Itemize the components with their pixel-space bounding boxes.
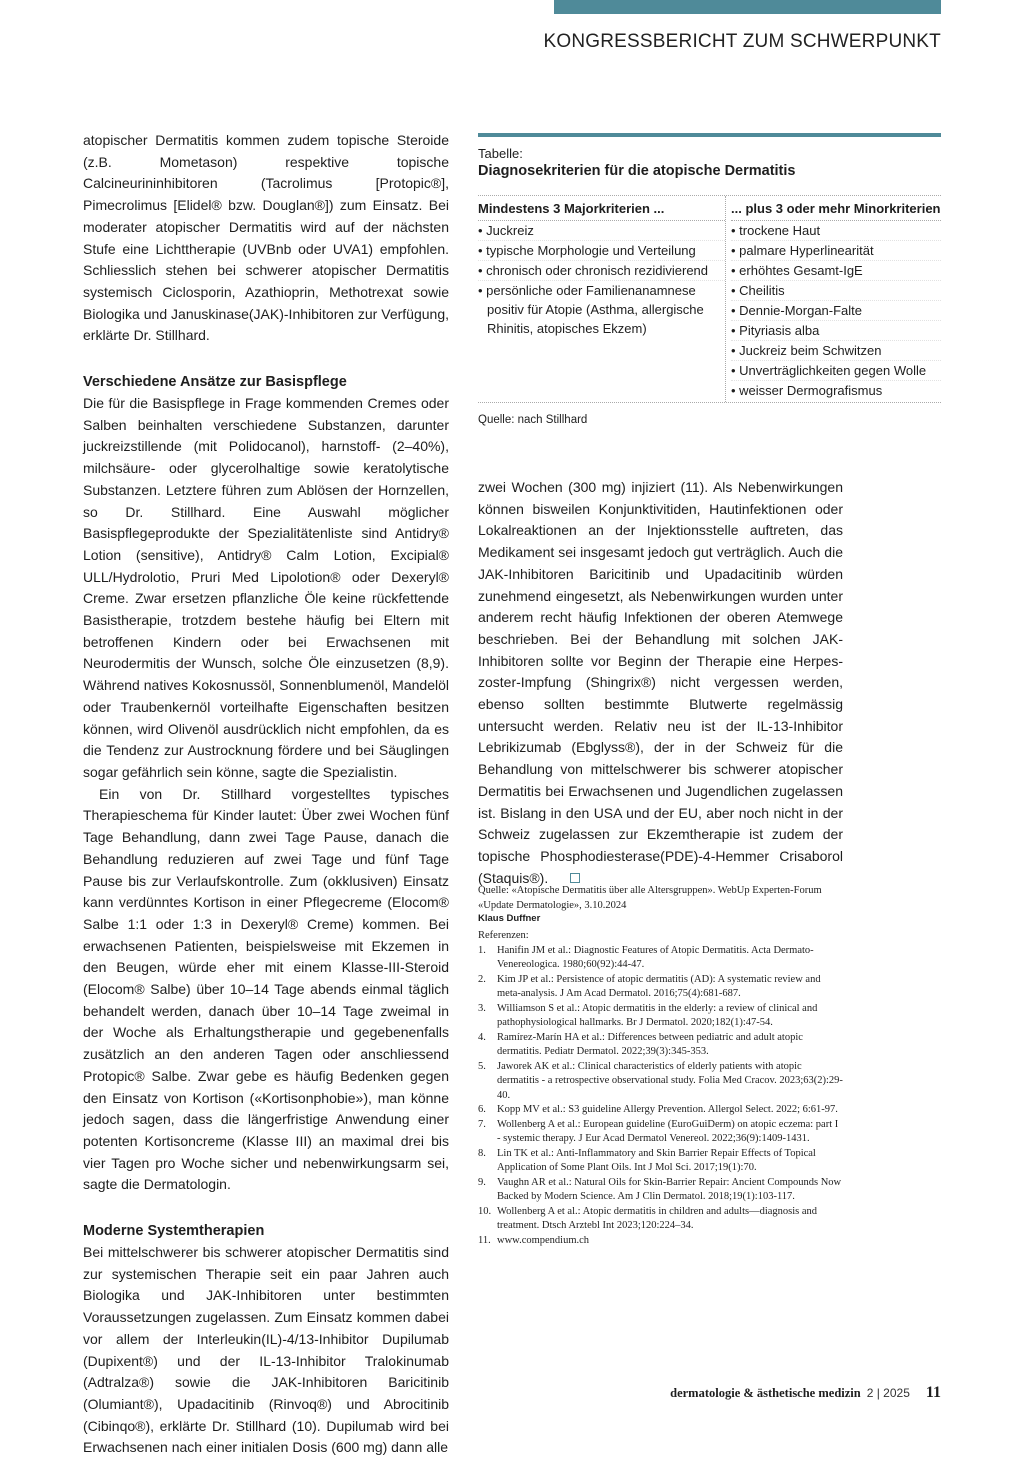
list-item: • Juckreiz: [478, 221, 725, 241]
criteria-grid: [478, 195, 941, 403]
reference-number: 10.: [478, 1205, 492, 1217]
intro-paragraph: atopischer Dermatitis kommen zudem topische Steroide (z.B. Mometason) respektive topische Calcineurininhibitoren (Tacrolimus [Protopic®], Pimecrolimus [Elidel® bzw. Douglan®]) zum Einsatz. Bei moderater atopischer Dermatitis wird auf der nächsten Stufe eine Lichttherapie (UVBnb oder UVA1) empfohlen. Schliesslich stehen bei schwerer atopischer Dermatitis systemisch Ciclosporin, Azathioprin, Methotrexat sowie Biologika und Januskinase(JAK)-Inhibitoren zur Verfügung, erklärte Dr. Stillhard.: [83, 132, 449, 344]
list-item: • trockene Haut: [731, 221, 941, 241]
continuation-text: zwei Wochen (300 mg) injiziert (11). Als Nebenwirkungen können bisweilen Konjunktivitiden, Hautinfektionen oder Lokalreaktionen an der Injektionsstelle auftreten, das Medikament sei insgesamt jedoch gut verträglich. Auch die JAK-Inhibitoren Baricitinib und Upadacitinib würden zunehmend eingesetzt, als Nebenwirkungen wurden unter anderem recht häufig Infektionen der oberen Atemwege beschrieben. Bei der Behandlung mit solchen JAK-Inhibitoren sollte vor Beginn der Therapie eine Herpes-zoster-Impfung (Shingrix®) nicht vergessen werden, ebenso sollten bestimmte Blutwerte regelmässig untersucht werden. Relativ neu ist der IL-13-Inhibitor Lebrikizumab (Ebglyss®), der in der Schweiz für die Behandlung von mittelschwerer bis schwerer atopischer Dermatitis bei Erwachsenen und Jugendlichen zugelassen ist. Bislang in den USA und der EU, aber noch nicht in der Schweiz zugelassen zur Ekzemtherapie ist zudem der topische Phosphodiesterase(PDE)-4-Hemmer Crisaborol (Staquis®).: [478, 479, 843, 886]
continuation-paragraph: [478, 477, 843, 889]
header-accent-bar: [554, 0, 941, 14]
reference-text: Wollenberg A et al.: European guideline (EuroGuiDerm) on atopic eczema: part I - systemic therapy. J Eur Acad Dermatol Venereol. 2022;36(9):1409-1431.: [497, 1118, 839, 1144]
reference-text: www.compendium.ch: [497, 1234, 590, 1246]
source-note: Quelle: «Atopische Dermatitis über alle Altersgruppen». WebUp Experten-Forum «Update Dermatologie», 3.10.2024: [478, 885, 822, 911]
references-section: [478, 884, 843, 1248]
diagnostic-criteria-table: [478, 133, 941, 426]
list-item: • chronisch oder chronisch rezidivierend: [478, 261, 725, 281]
reference-item: [478, 1205, 843, 1234]
issue-number: 2 | 2025: [866, 1386, 910, 1400]
table-source: Quelle: nach Stillhard: [478, 414, 588, 426]
list-item: • typische Morphologie und Verteilung: [478, 241, 725, 261]
left-article-column: [83, 130, 449, 1459]
minor-criteria-header: ... plus 3 oder mehr Minorkriterien: [731, 196, 941, 221]
reference-text: Lin TK et al.: Anti-Inflammatory and Skin Barrier Repair Effects of Topical Application of Some Plant Oils. Int J Mol Sci. 2017;19(1):70.: [497, 1147, 816, 1173]
reference-item: [478, 1118, 843, 1147]
reference-number: 5.: [478, 1060, 486, 1072]
system-paragraph-1: Bei mittelschwerer bis schwerer atopischer Dermatitis sind zur systemischen Therapie seit ein paar Jahren auch Biologika und JAK-Inhibitoren unter bestimmten Voraussetzungen zugelassen. Zum Einsatz kommen dabei vor allem der Interleukin(IL)-4/13-Inhibitor Dupilumab (Dupixent®) und der IL-13-Inhibitor Tralokinumab (Adtralza®) sowie die JAK-Inhibitoren Baricitinib (Olumiant®), Upadacitinib (Rinvoq®) und Abrocitinib (Cibinqo®), erklärte Dr. Stillhard (10). Dupilumab wird bei Erwachsenen nach einer initialen Dosis (600 mg) dann alle: [83, 1244, 449, 1456]
journal-name: dermatologie & ästhetische medizin: [670, 1386, 861, 1400]
references-header: Referenzen:: [478, 930, 529, 941]
reference-list: [478, 944, 843, 1249]
reference-text: Ramírez-Marín HA et al.: Differences between pediatric and adult atopic dermatitis. Pediatr Dermatol. 2022;39(3):345-353.: [497, 1031, 803, 1057]
reference-item: [478, 1147, 843, 1176]
list-item: • palmare Hyperlinearität: [731, 241, 941, 261]
reference-item: [478, 944, 843, 973]
reference-text: Wollenberg A et al.: Atopic dermatitis in children and adults—diagnosis and treatment. Dtsch Arztebl Int 2023;120:224–34.: [497, 1205, 818, 1231]
major-criteria-column: [478, 196, 726, 402]
reference-number: 7.: [478, 1118, 486, 1130]
major-criteria-list: [478, 221, 725, 338]
reference-number: 3.: [478, 1002, 486, 1014]
basispflege-paragraph-1: Die für die Basispflege in Frage kommenden Cremes oder Salben beinhalten verschiedene Substanzen, darunter juckreizstillende (mit Polidocanol), harnstoff- (2–40%), milchsäure- oder glycerolhaltige sowie keratolytische Substanzen. Letztere führen zum Ablösen der Hornzellen, so Dr. Stillhard. Eine Auswahl möglicher Basispflegeprodukte der Spezialitätenliste sind Antidry® Lotion (sensitive), Antidry® Calm Lotion, Excipial® ULL/Hydrolotio, Pruri Med Lipolotion® oder Dexeryl® Creme. Zwar ersetzen pflanzliche Öle keine rückfettende Basistherapie, trotzdem bestehe häufig bei Eltern mit betroffenen Kindern oder bei Erwachsenen mit Neurodermitis der Wunsch, solche Öle einzusetzen (8,9). Während natives Kokosnussöl, Sonnenblumenöl, Mandelöl oder Traubenkernöl vorteilhafte Eigenschaften besitzen können, wird Olivenöl ausdrücklich nicht empfohlen, da es die Tendenz zur Austrocknung fördere und bei Säuglingen sogar gefährlich sein könne, sagte die Spezialistin.: [83, 395, 449, 780]
reference-text: Kim JP et al.: Persistence of atopic dermatitis (AD): A systematic review and meta-analysis. J Am Acad Dermatol. 2016;75(4):681-687.: [497, 973, 821, 999]
table-label: Tabelle:: [478, 146, 523, 161]
reference-number: 4.: [478, 1031, 486, 1043]
page-number: 11: [925, 1384, 941, 1401]
reference-text: Kopp MV et al.: S3 guideline Allergy Prevention. Allergol Select. 2022; 6:61-97.: [497, 1104, 838, 1115]
reference-number: 8.: [478, 1147, 486, 1159]
reference-item: [478, 1176, 843, 1205]
basispflege-paragraph-2: Ein von Dr. Stillhard vorgestelltes typisches Therapieschema für Kinder lautet: Über zwei Wochen fünf Tage Behandlung, dann zwei Tage Pause, danach die Behandlung reduzieren auf zwei Tage und fünf Tage Pause bis zur Verlaufskontrolle. Zum (okklusiven) Einsatz kann verdünntes Kortison in einer Pflegecreme (Elocom® Salbe 1:1 oder 1:3 in Dexeryl® Creme) kommen. Bei erwachsenen Patienten, beispielsweise mit Ekzemen in den Beugen, würde eher mit einem Klasse-III-Steroid (Elocom® Salbe) über 10–14 Tage abends einmal täglich behandelt werden, danach über 10–14 Tage zweimal in der Woche als Erhaltungstherapie und gegebenenfalls zusätzlich an den anderen Tagen oder anschliessend Protopic® Salbe. Zwar gebe es häufig Bedenken gegen den Einsatz von Kortison («Kortisonphobie»), man könne jedoch sagen, dass die längerfristige Anwendung einer potenten Kortisoncreme (Klasse III) an maximal drei bis vier Tagen pro Woche sicher und nebenwirkungsarm sei, sagte die Dermatologin.: [83, 785, 449, 1193]
minor-criteria-column: [726, 196, 941, 402]
end-of-article-icon: [570, 873, 580, 883]
reference-item: [478, 1060, 843, 1104]
major-criteria-header: Mindestens 3 Majorkriterien ...: [478, 196, 725, 221]
reference-text: Hanifin JM et al.: Diagnostic Features of Atopic Dermatitis. Acta Dermato-Venereologica. 1980;60(92):44-47.: [497, 944, 814, 970]
list-item: • erhöhtes Gesamt-IgE: [731, 261, 941, 281]
list-item: • weisser Dermografismus: [731, 381, 941, 400]
reference-text: Williamson S et al.: Atopic dermatitis in the elderly: a review of clinical and pathophysiological hallmarks. Br J Dermatol. 2020;182(1):47-54.: [497, 1002, 818, 1028]
heading-basispflege: Verschiedene Ansätze zur Basispflege: [83, 374, 347, 391]
reference-item: [478, 1002, 843, 1031]
reference-number: 6.: [478, 1104, 486, 1115]
list-item: • Dennie-Morgan-Falte: [731, 301, 941, 321]
reference-text: Jaworek AK et al.: Clinical characteristics of elderly patients with atopic dermatitis - a retrospective observational study. Folia Med Cracov. 2023;63(2):29-40.: [497, 1060, 843, 1101]
heading-systemtherapien: Moderne Systemtherapien: [83, 1223, 265, 1240]
page-footer: [670, 1384, 941, 1402]
reference-number: 2.: [478, 973, 486, 985]
minor-criteria-list: [731, 221, 941, 400]
table-title: Diagnosekriterien für die atopische Dermatitis: [478, 163, 796, 179]
reference-number: 1.: [478, 944, 486, 956]
section-title: KONGRESSBERICHT ZUM SCHWERPUNKT: [543, 31, 941, 52]
list-item: • Cheilitis: [731, 281, 941, 301]
reference-number: 11.: [478, 1234, 491, 1246]
list-item: • Juckreiz beim Schwitzen: [731, 341, 941, 361]
reference-item: [478, 1234, 843, 1249]
right-article-column: [478, 477, 843, 926]
reference-item: [478, 1103, 843, 1118]
reference-item: [478, 1031, 843, 1060]
author-name: Klaus Duffner: [478, 913, 541, 925]
reference-text: Vaughn AR et al.: Natural Oils for Skin-Barrier Repair: Ancient Compounds Now Backed by Modern Science. Am J Clin Dermatol. 2018;19(1):103-117.: [497, 1176, 842, 1202]
reference-number: 9.: [478, 1176, 486, 1188]
list-item: • Unverträglichkeiten gegen Wolle: [731, 361, 941, 381]
list-item: • Pityriasis alba: [731, 321, 941, 341]
list-item: • persönliche oder Familienanamnese positiv für Atopie (Asthma, allergische Rhinitis, atopisches Ekzem): [478, 281, 725, 338]
reference-item: [478, 973, 843, 1002]
